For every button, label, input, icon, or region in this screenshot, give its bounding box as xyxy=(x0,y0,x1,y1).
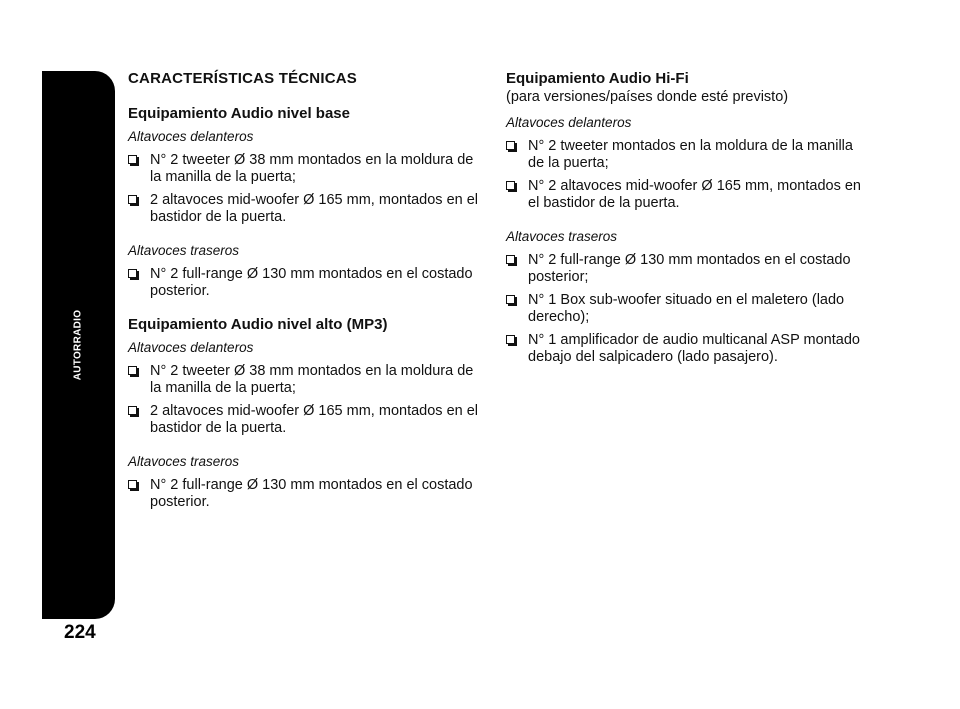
list-item xyxy=(128,266,478,300)
list-item-text: N° 2 full-range Ø 130 mm montados en el costado posterior. xyxy=(150,477,473,510)
checkbox-bullet-icon xyxy=(506,141,515,150)
group-label: Altavoces delanteros xyxy=(128,340,254,355)
left-column xyxy=(128,70,478,517)
list-item xyxy=(506,292,866,326)
page-number: 224 xyxy=(64,622,96,643)
checkbox-bullet-icon xyxy=(128,195,137,204)
section-high-audio xyxy=(128,316,478,511)
group-label: Altavoces delanteros xyxy=(506,115,632,130)
list-item-text: N° 2 tweeter Ø 38 mm montados en la moldura de la manilla de la puerta; xyxy=(150,152,474,185)
checkbox-bullet-icon xyxy=(128,406,137,415)
right-column xyxy=(506,70,866,372)
section-base-audio xyxy=(128,105,478,300)
group-label: Altavoces traseros xyxy=(128,454,240,469)
list-item-text: N° 2 altavoces mid-woofer Ø 165 mm, montados en el bastidor de la puerta. xyxy=(528,178,861,211)
list-item xyxy=(506,332,866,366)
list-item xyxy=(128,192,478,226)
checkbox-bullet-icon xyxy=(128,155,137,164)
list-item-text: 2 altavoces mid-woofer Ø 165 mm, montados en el bastidor de la puerta. xyxy=(150,403,479,436)
page-title: CARACTERÍSTICAS TÉCNICAS xyxy=(128,70,357,87)
list-item xyxy=(128,477,478,511)
group-label: Altavoces delanteros xyxy=(128,129,254,144)
section-sidebar-label: AUTORRADIO xyxy=(72,309,84,381)
checkbox-bullet-icon xyxy=(506,181,515,190)
list-item-text: 2 altavoces mid-woofer Ø 165 mm, montados en el bastidor de la puerta. xyxy=(150,192,479,225)
section-note: (para versiones/países donde esté previsto) xyxy=(506,89,789,105)
list-item xyxy=(506,252,866,286)
list-item xyxy=(128,363,478,397)
checkbox-bullet-icon xyxy=(506,295,515,304)
checkbox-bullet-icon xyxy=(128,480,137,489)
list-item-text: N° 2 tweeter montados en la moldura de la manilla de la puerta; xyxy=(528,138,853,171)
list-item-text: N° 2 tweeter Ø 38 mm montados en la moldura de la manilla de la puerta; xyxy=(150,363,474,396)
list-item-text: N° 2 full-range Ø 130 mm montados en el costado posterior; xyxy=(528,252,851,285)
checkbox-bullet-icon xyxy=(128,269,137,278)
checkbox-bullet-icon xyxy=(506,335,515,344)
list-item xyxy=(128,152,478,186)
checkbox-bullet-icon xyxy=(128,366,137,375)
section-heading: Equipamiento Audio Hi-Fi xyxy=(506,70,689,87)
group-label: Altavoces traseros xyxy=(506,229,618,244)
list-item xyxy=(128,403,478,437)
list-item-text: N° 1 amplificador de audio multicanal ASP montado debajo del salpicadero (lado pasajero). xyxy=(528,332,860,365)
section-heading: Equipamiento Audio nivel base xyxy=(128,105,350,122)
list-item xyxy=(506,178,866,212)
group-label: Altavoces traseros xyxy=(128,243,240,258)
list-item-text: N° 1 Box sub-woofer situado en el maletero (lado derecho); xyxy=(528,292,845,325)
section-heading: Equipamiento Audio nivel alto (MP3) xyxy=(128,316,388,333)
list-item-text: N° 2 full-range Ø 130 mm montados en el costado posterior. xyxy=(150,266,473,299)
checkbox-bullet-icon xyxy=(506,255,515,264)
list-item xyxy=(506,138,866,172)
